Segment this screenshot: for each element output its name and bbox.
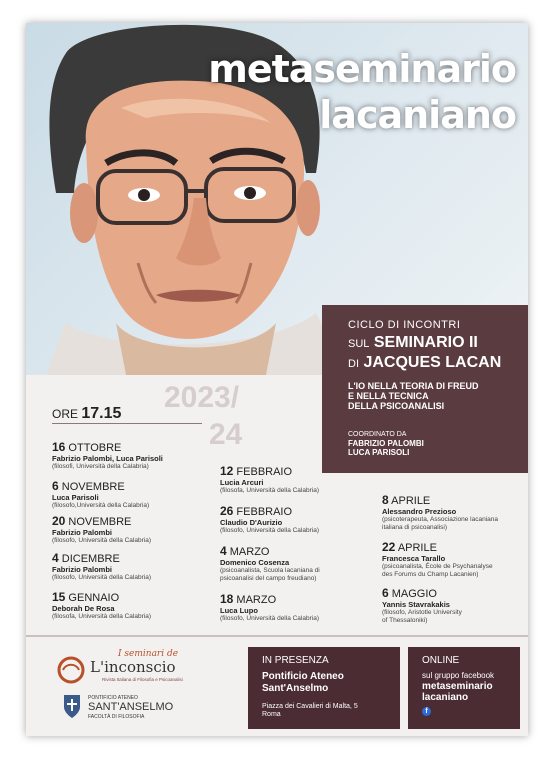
inconscio-logo: I seminari de L'inconscio Rivista Italiana di Filosofia e Psicoanalisi [56, 649, 206, 689]
cycle-heading: CICLO DI INCONTRI [348, 319, 461, 331]
start-time: ORE 17.15 [52, 405, 122, 422]
event-item: 6 MAGGIO Yannis Stavrakakis (filosofo, Aristotle University of Thessaloniki) [382, 586, 462, 624]
online-intro: sul gruppo facebook [422, 671, 495, 680]
event-item: 8 APRILE Alessandro Prezioso (psicoterapeuta, Associazione lacaniana italiana di psicoanalisi) [382, 493, 498, 531]
venue-name: Pontificio Ateneo Sant'Anselmo [262, 671, 344, 694]
online-box [408, 647, 520, 729]
event-item: 16 OTTOBRE Fabrizio Palombi, Luca Parisoli (filosofi, Università della Calabria) [52, 440, 163, 470]
cycle-seminar-line: SUL SEMINARIO II [348, 334, 478, 351]
event-item: 26 FEBBRAIO Claudio D'Aurizio (filosofo, Università della Calabria) [220, 504, 319, 534]
cycle-subtitle: L'IO NELLA TEORIA DI FREUD E NELLA TECNICA DELLA PSICOANALISI [348, 381, 479, 411]
event-item: 15 GENNAIO Deborah De Rosa (filosofa, Università della Calabria) [52, 590, 151, 620]
event-item: 20 NOVEMBRE Fabrizio Palombi (filosofo, Università della Calabria) [52, 514, 151, 544]
event-item: 22 APRILE Francesca Tarallo (psicoanalista, École de Psychanalyse des Forums du Champ Lacanien) [382, 540, 493, 578]
event-item: 4 DICEMBRE Fabrizio Palombi (filosofo, Università della Calabria) [52, 551, 151, 581]
coordinator-names: FABRIZIO PALOMBI LUCA PARISOLI [348, 439, 424, 457]
event-item: 18 MARZO Luca Lupo (filosofo, Università della Calabria) [220, 592, 319, 622]
venue-address: Piazza dei Cavalieri di Malta, 5 Roma [262, 703, 358, 718]
event-item: 12 FEBBRAIO Lucia Arcuri (filosofa, Università della Calabria) [220, 464, 319, 494]
year-part-2: 24 [209, 418, 243, 451]
santanselmo-logo: PONTIFICIO ATENEO SANT'ANSELMO FACOLTÀ DI FILOSOFIA [62, 693, 212, 733]
crest-icon [62, 693, 82, 719]
facebook-icon[interactable]: f [422, 707, 431, 716]
in-person-box [248, 647, 400, 729]
title-line-1: metaseminario [208, 47, 516, 91]
title-line-2: lacaniano [319, 93, 516, 137]
in-person-label: IN PRESENZA [262, 655, 329, 666]
year-part-1: 2023/ [164, 381, 240, 414]
cycle-info-box [322, 305, 528, 473]
facebook-group-name[interactable]: metaseminario lacaniano [422, 681, 493, 703]
event-item: 4 MARZO Domenico Cosenza (psicoanalista, Scuola lacaniana di psicoanalisi del campo freudiano) [220, 544, 320, 582]
inconscio-mark-icon [56, 655, 86, 685]
cycle-author-line: DI JACQUES LACAN [348, 354, 502, 371]
poster [26, 23, 528, 736]
event-item: 6 NOVEMBRE Luca Parisoli (filosofo,Università della Calabria) [52, 479, 150, 509]
time-divider [52, 423, 202, 424]
coordinated-label: COORDINATO DA [348, 431, 407, 438]
online-label: ONLINE [422, 655, 460, 666]
footer-divider [26, 635, 528, 637]
